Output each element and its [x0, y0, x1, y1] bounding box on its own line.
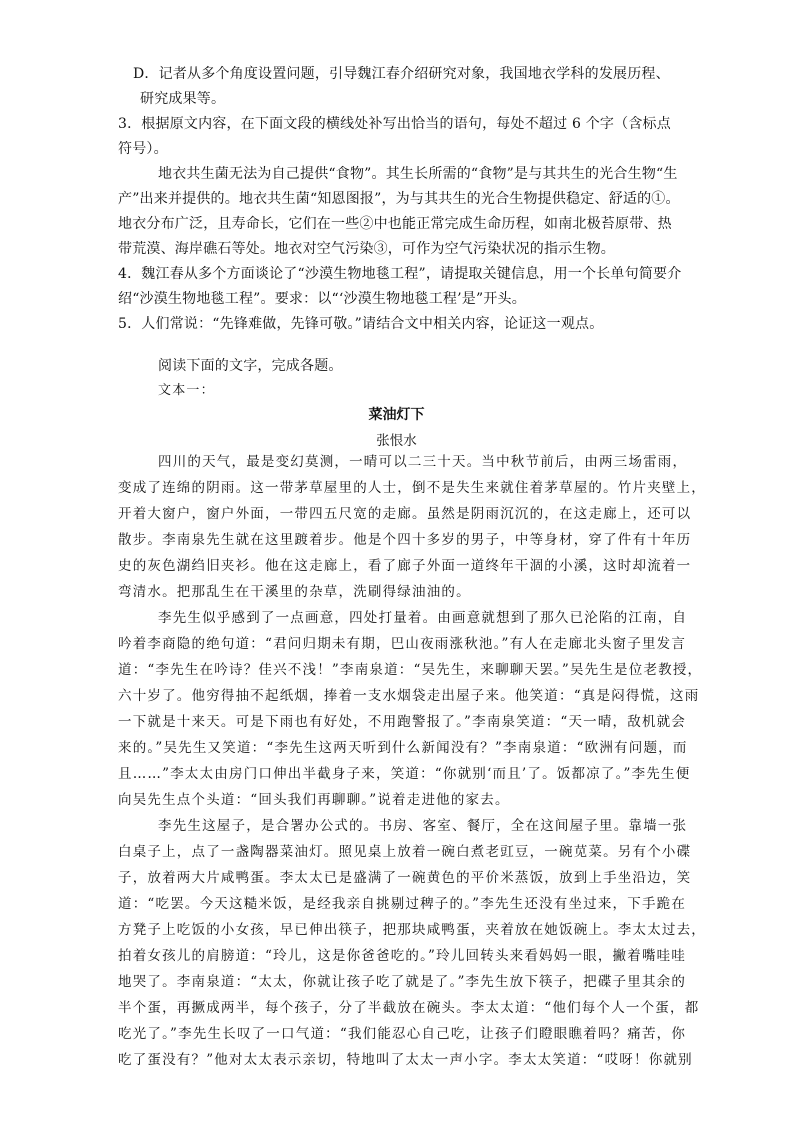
story-line: 来的。”吴先生又笑道：“李先生这两天听到什么新闻没有？”李南泉道：“欧洲有问题，而	[118, 740, 688, 756]
fill-paragraph-line-3: 地衣分布广泛，且寿命长，它们在一些②中也能正常完成生命历程，如南北极苔原带、热	[118, 216, 672, 232]
story-line: 李先生似乎感到了一点画意，四处打量着。由画意就想到了那久已沦陷的江南，自	[158, 610, 688, 626]
fill-paragraph-line-2: 产”出来并提供的。地衣共生菌“知恩图报”，为与其共生的光合生物提供稳定、舒适的①。	[118, 191, 680, 207]
story-line: 方凳子上吃饭的小女孩，早已伸出筷子，把那块咸鸭蛋，夹着放在她饭碗上。李太太过去，	[118, 922, 706, 938]
question-3-line-2: 符号）。	[118, 141, 168, 157]
story-line: 一下就是十来天。可是下雨也有好处，不用跑警报了。”李南泉笑道：“天一晴，敌机就会	[118, 714, 687, 730]
story-line: 子，放着两大片咸鸭蛋。李太太已是盛满了一碗黄色的平价米蒸饭，放到上手坐沿边，笑	[118, 870, 692, 886]
story-line: 六十岁了。他穷得抽不起纸烟，捧着一支水烟袋走出屋子来。他笑道：“真是闷得慌，这雨	[118, 688, 700, 704]
question-4-line-2: 绍“沙漠生物地毯工程”。要求：以“‘沙漠生物地毯工程’是”开头。	[118, 291, 526, 307]
story-line: 道：“李先生在吟诗？佳兴不浅！”李南泉道：“吴先生，来聊聊天罢。”吴先生是位老教授，	[118, 662, 703, 678]
text-label: 文本一：	[158, 383, 215, 398]
story-line: 半个蛋，再撅成两半，每个孩子，分了半截放在碗头。李太太道：“他们每个人一个蛋，都	[118, 1000, 700, 1016]
story-line: 吃了蛋没有？”他对太太表示亲切，特地叫了太太一声小字。李太太笑道：“哎呀！你就别	[118, 1052, 693, 1068]
story-line: 白桌子上，点了一盏陶器菜油灯。照见桌上放着一碗白煮老豇豆，一碗苋菜。另有个小碟	[118, 844, 692, 860]
reading-instruction: 阅读下面的文字，完成各题。	[158, 358, 343, 374]
story-line: 开着大窗户，窗户外面，一带四五尺宽的走廊。虽然是阴雨沉沉的，在这走廊上，还可以	[118, 506, 692, 522]
question-5-line-1: 5．人们常说：“先锋难做，先锋可敬。”请结合文中相关内容，论证这一观点。	[118, 316, 604, 332]
story-line: 吃光了。”李先生长叹了一口气道：“我们能忍心自己吃，让孩子们瞪眼瞧着吗？痛苦，你	[118, 1026, 687, 1042]
story-line: 四川的天气，最是变幻莫测，一晴可以二三十天。当中秋节前后，由两三场雷雨，	[158, 454, 688, 470]
fill-paragraph-line-1: 地衣共生菌无法为自己提供“食物”。其生长所需的“食物”是与其共生的光合生物“生	[158, 166, 678, 182]
story-line: 吟着李商隐的绝句道：“君问归期未有期，巴山夜雨涨秋池。”有人在走廊北头窗子里发言	[118, 636, 687, 652]
story-line: 向吴先生点个头道：“回头我们再聊聊。”说着走进他的家去。	[118, 792, 510, 808]
story-line: 散步。李南泉先生就在这里踱着步。他是个四十多岁的男子，中等身材，穿了件有十年历	[118, 532, 692, 548]
story-line: 弯清水。把那乱生在干溪里的杂草，洗刷得绿油油的。	[118, 584, 471, 600]
story-title: 菜油灯下	[368, 407, 425, 423]
option-d-line-1: D．记者从多个角度设置问题，引导魏江春介绍研究对象，我国地衣学科的发展历程、	[133, 66, 670, 82]
story-line: 变成了连绵的阴雨。这一带茅草屋里的人士，倒不是失生来就住着茅草屋的。竹片夹壁上，	[118, 480, 706, 496]
story-author: 张恨水	[376, 433, 417, 449]
option-d-line-2: 研究成果等。	[140, 91, 226, 107]
question-3-line-1: 3．根据原文内容，在下面文段的横线处补写出恰当的语句，每处不超过 6 个字（含标点	[118, 116, 671, 132]
story-line: 拍着女孩儿的肩膀道：“玲儿，这是你爸爸吃的。”玲儿回转头来看妈妈一眼，撇着嘴哇哇	[118, 948, 687, 964]
story-line: 道：“吃罢。今天这糙米饭，是经我亲自挑剔过稗子的。”李先生还没有坐过来，下手跪在	[118, 896, 687, 912]
story-line: 且……”李太太由房门口伸出半截身子来，笑道：“你就别‘而且’了。饭都凉了。”李先生便	[118, 766, 691, 782]
question-4-line-1: 4．魏江春从多个方面谈论了“沙漠生物地毯工程”，请提取关键信息，用一个长单句简要介	[118, 266, 682, 282]
story-line: 史的灰色湖绉旧夹衫。他在这走廊上，看了廊子外面一道终年干涸的小溪，这时却流着一	[118, 558, 692, 574]
fill-paragraph-line-4: 带荒漠、海岸礁石等处。地衣对空气污染③，可作为空气污染状况的指示生物。	[118, 241, 615, 257]
story-line: 地哭了。李南泉道：“太太，你就让孩子吃了就是了。”李先生放下筷子，把碟子里其余的	[118, 974, 687, 990]
story-line: 李先生这屋子，是合署办公式的。书房、客室、餐厅，全在这间屋子里。靠墙一张	[158, 818, 688, 834]
